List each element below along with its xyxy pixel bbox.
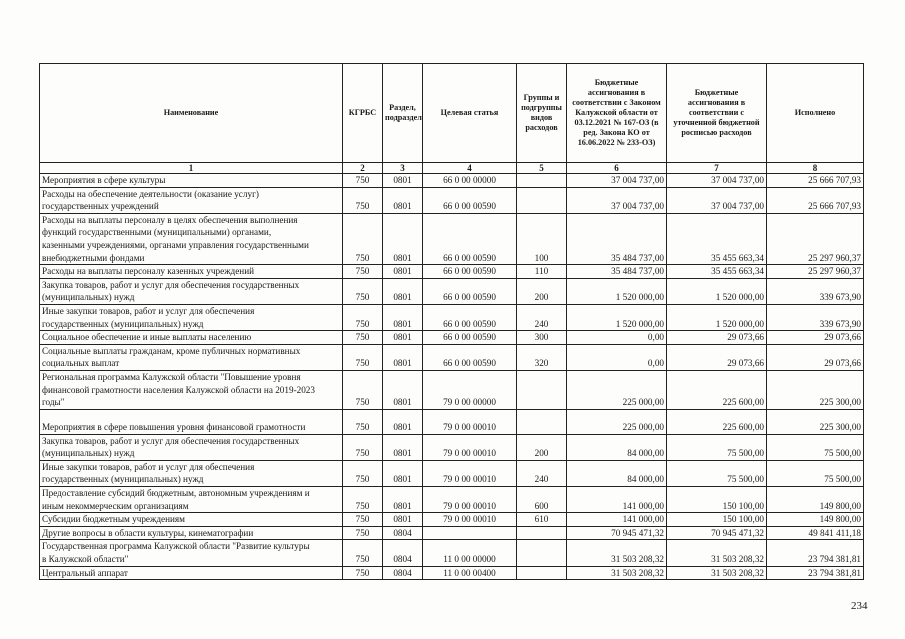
section-cell: 0804 <box>383 526 423 540</box>
row-name-cell: Региональная программа Калужской области "Повышение уровня финансовой грамотности населения Калужской области на 2019-2023 годы" <box>40 370 343 409</box>
executed-cell: 25 297 960,37 <box>767 213 864 264</box>
target-article-cell: 66 0 00 00590 <box>423 278 517 304</box>
refined-allocation-cell: 150 100,00 <box>667 513 767 527</box>
table-row <box>40 174 864 188</box>
column-number: 5 <box>517 163 567 174</box>
refined-allocation-cell: 75 500,00 <box>667 434 767 460</box>
target-article-cell: 66 0 00 00590 <box>423 187 517 213</box>
target-article-cell: 66 0 00 00590 <box>423 213 517 264</box>
expense-group-cell: 100 <box>517 213 567 264</box>
table-header <box>40 64 864 174</box>
row-name-cell: Расходы на выплаты персоналу казенных учреждений <box>40 265 343 279</box>
law-allocation-cell: 70 945 471,32 <box>567 526 667 540</box>
executed-cell: 23 794 381,81 <box>767 540 864 566</box>
kgrbs-cell: 750 <box>343 331 383 345</box>
executed-cell: 339 673,90 <box>767 304 864 330</box>
kgrbs-cell: 750 <box>343 174 383 188</box>
law-allocation-cell: 225 000,00 <box>567 409 667 434</box>
expense-group-cell: 110 <box>517 265 567 279</box>
executed-cell: 23 794 381,81 <box>767 566 864 580</box>
row-name-cell: Расходы на обеспечение деятельности (оказание услуг) государственных учреждений <box>40 187 343 213</box>
refined-allocation-cell: 225 600,00 <box>667 409 767 434</box>
column-header: Целевая статья <box>423 64 517 163</box>
kgrbs-cell: 750 <box>343 187 383 213</box>
expense-group-cell <box>517 540 567 566</box>
kgrbs-cell: 750 <box>343 566 383 580</box>
column-header: КГРБС <box>343 64 383 163</box>
kgrbs-cell: 750 <box>343 487 383 513</box>
section-cell: 0801 <box>383 409 423 434</box>
row-name-cell: Центральный аппарат <box>40 566 343 580</box>
executed-cell: 25 297 960,37 <box>767 265 864 279</box>
column-number: 3 <box>383 163 423 174</box>
table-row <box>40 460 864 486</box>
table-row <box>40 409 864 434</box>
executed-cell: 29 073,66 <box>767 331 864 345</box>
expense-group-cell <box>517 370 567 409</box>
table-row <box>40 213 864 264</box>
refined-allocation-cell: 35 455 663,34 <box>667 213 767 264</box>
executed-cell: 225 300,00 <box>767 370 864 409</box>
target-article-cell: 66 0 00 00590 <box>423 304 517 330</box>
row-name-cell: Другие вопросы в области культуры, кинематографии <box>40 526 343 540</box>
executed-cell: 149 800,00 <box>767 513 864 527</box>
kgrbs-cell: 750 <box>343 409 383 434</box>
refined-allocation-cell: 70 945 471,32 <box>667 526 767 540</box>
law-allocation-cell: 141 000,00 <box>567 513 667 527</box>
refined-allocation-cell: 75 500,00 <box>667 460 767 486</box>
table-row <box>40 540 864 566</box>
column-number: 7 <box>667 163 767 174</box>
expense-group-cell <box>517 566 567 580</box>
expense-group-cell: 610 <box>517 513 567 527</box>
kgrbs-cell: 750 <box>343 304 383 330</box>
table-row <box>40 304 864 330</box>
expense-group-cell <box>517 409 567 434</box>
executed-cell: 25 666 707,93 <box>767 187 864 213</box>
target-article-cell: 79 0 00 00010 <box>423 513 517 527</box>
row-name-cell: Иные закупки товаров, работ и услуг для обеспечения государственных (муниципальных) нужд <box>40 460 343 486</box>
kgrbs-cell: 750 <box>343 540 383 566</box>
target-article-cell: 79 0 00 00000 <box>423 370 517 409</box>
expense-group-cell: 300 <box>517 331 567 345</box>
target-article-cell: 66 0 00 00590 <box>423 331 517 345</box>
row-name-cell: Социальные выплаты гражданам, кроме публичных нормативных социальных выплат <box>40 344 343 370</box>
executed-cell: 75 500,00 <box>767 434 864 460</box>
row-name-cell: Субсидии бюджетным учреждениям <box>40 513 343 527</box>
target-article-cell: 79 0 00 00010 <box>423 434 517 460</box>
section-cell: 0801 <box>383 174 423 188</box>
table-body <box>40 174 864 580</box>
row-name-cell: Закупка товаров, работ и услуг для обеспечения государственных (муниципальных) нужд <box>40 278 343 304</box>
kgrbs-cell: 750 <box>343 344 383 370</box>
column-number-row <box>40 163 864 174</box>
kgrbs-cell: 750 <box>343 213 383 264</box>
row-name-cell: Предоставление субсидий бюджетным, автономным учреждениям и иным некоммерческим организациям <box>40 487 343 513</box>
column-header: Бюджетные ассигнования в соответствии с Законом Калужской области от 03.12.2021 № 167-ОЗ (в ред. Закона КО от 16.06.2022 № 233-ОЗ) <box>567 64 667 163</box>
target-article-cell: 66 0 00 00590 <box>423 344 517 370</box>
refined-allocation-cell: 225 600,00 <box>667 370 767 409</box>
table-row <box>40 566 864 580</box>
section-cell: 0801 <box>383 513 423 527</box>
refined-allocation-cell: 31 503 208,32 <box>667 540 767 566</box>
law-allocation-cell: 37 004 737,00 <box>567 187 667 213</box>
law-allocation-cell: 31 503 208,32 <box>567 540 667 566</box>
refined-allocation-cell: 35 455 663,34 <box>667 265 767 279</box>
kgrbs-cell: 750 <box>343 460 383 486</box>
column-number: 4 <box>423 163 517 174</box>
table-row <box>40 370 864 409</box>
refined-allocation-cell: 29 073,66 <box>667 344 767 370</box>
law-allocation-cell: 35 484 737,00 <box>567 265 667 279</box>
section-cell: 0801 <box>383 331 423 345</box>
expense-group-cell: 200 <box>517 278 567 304</box>
expense-group-cell: 600 <box>517 487 567 513</box>
table-row <box>40 526 864 540</box>
expense-group-cell: 240 <box>517 460 567 486</box>
law-allocation-cell: 225 000,00 <box>567 370 667 409</box>
column-header: Наименование <box>40 64 343 163</box>
expense-group-cell: 200 <box>517 434 567 460</box>
kgrbs-cell: 750 <box>343 434 383 460</box>
target-article-cell: 11 0 00 00000 <box>423 540 517 566</box>
executed-cell: 25 666 707,93 <box>767 174 864 188</box>
column-number: 2 <box>343 163 383 174</box>
law-allocation-cell: 0,00 <box>567 344 667 370</box>
section-cell: 0801 <box>383 344 423 370</box>
section-cell: 0801 <box>383 278 423 304</box>
row-name-cell: Расходы на выплаты персоналу в целях обеспечения выполнения функций государственными (муниципальными) органами, казенными учреждениями, органами управления государственными внебюджетными фондами <box>40 213 343 264</box>
executed-cell: 339 673,90 <box>767 278 864 304</box>
section-cell: 0801 <box>383 370 423 409</box>
target-article-cell: 66 0 00 00590 <box>423 265 517 279</box>
expense-group-cell: 240 <box>517 304 567 330</box>
row-name-cell: Государственная программа Калужской области "Развитие культуры в Калужской области" <box>40 540 343 566</box>
row-name-cell: Мероприятия в сфере повышения уровня финансовой грамотности <box>40 409 343 434</box>
row-name-cell: Закупка товаров, работ и услуг для обеспечения государственных (муниципальных) нужд <box>40 434 343 460</box>
law-allocation-cell: 35 484 737,00 <box>567 213 667 264</box>
row-name-cell: Мероприятия в сфере культуры <box>40 174 343 188</box>
table-row <box>40 331 864 345</box>
column-header: Раздел, подраздел <box>383 64 423 163</box>
kgrbs-cell: 750 <box>343 513 383 527</box>
expense-group-cell <box>517 526 567 540</box>
target-article-cell: 79 0 00 00010 <box>423 409 517 434</box>
column-header: Исполнено <box>767 64 864 163</box>
kgrbs-cell: 750 <box>343 526 383 540</box>
column-header: Группы и подгруппы видов расходов <box>517 64 567 163</box>
target-article-cell <box>423 526 517 540</box>
section-cell: 0801 <box>383 487 423 513</box>
executed-cell: 149 800,00 <box>767 487 864 513</box>
target-article-cell: 11 0 00 00400 <box>423 566 517 580</box>
section-cell: 0801 <box>383 265 423 279</box>
kgrbs-cell: 750 <box>343 265 383 279</box>
column-number: 8 <box>767 163 864 174</box>
expense-group-cell: 320 <box>517 344 567 370</box>
column-number: 6 <box>567 163 667 174</box>
table-row <box>40 513 864 527</box>
table-row <box>40 344 864 370</box>
law-allocation-cell: 141 000,00 <box>567 487 667 513</box>
refined-allocation-cell: 37 004 737,00 <box>667 187 767 213</box>
law-allocation-cell: 1 520 000,00 <box>567 278 667 304</box>
kgrbs-cell: 750 <box>343 278 383 304</box>
table-row <box>40 487 864 513</box>
section-cell: 0801 <box>383 213 423 264</box>
refined-allocation-cell: 150 100,00 <box>667 487 767 513</box>
law-allocation-cell: 31 503 208,32 <box>567 566 667 580</box>
section-cell: 0804 <box>383 566 423 580</box>
expense-group-cell <box>517 174 567 188</box>
refined-allocation-cell: 29 073,66 <box>667 331 767 345</box>
row-name-cell: Иные закупки товаров, работ и услуг для обеспечения государственных (муниципальных) нужд <box>40 304 343 330</box>
section-cell: 0804 <box>383 540 423 566</box>
executed-cell: 49 841 411,18 <box>767 526 864 540</box>
page-number: 234 <box>851 600 868 612</box>
law-allocation-cell: 37 004 737,00 <box>567 174 667 188</box>
table-row <box>40 265 864 279</box>
target-article-cell: 79 0 00 00010 <box>423 460 517 486</box>
section-cell: 0801 <box>383 187 423 213</box>
kgrbs-cell: 750 <box>343 370 383 409</box>
table-row <box>40 187 864 213</box>
law-allocation-cell: 0,00 <box>567 331 667 345</box>
table-row <box>40 434 864 460</box>
section-cell: 0801 <box>383 460 423 486</box>
section-cell: 0801 <box>383 434 423 460</box>
section-cell: 0801 <box>383 304 423 330</box>
executed-cell: 75 500,00 <box>767 460 864 486</box>
refined-allocation-cell: 37 004 737,00 <box>667 174 767 188</box>
target-article-cell: 66 0 00 00000 <box>423 174 517 188</box>
refined-allocation-cell: 1 520 000,00 <box>667 278 767 304</box>
table-row <box>40 278 864 304</box>
column-header: Бюджетные ассигнования в соответствии с уточненной бюджетной росписью расходов <box>667 64 767 163</box>
budget-table <box>39 63 864 580</box>
executed-cell: 225 300,00 <box>767 409 864 434</box>
header-row <box>40 64 864 163</box>
refined-allocation-cell: 1 520 000,00 <box>667 304 767 330</box>
row-name-cell: Социальное обеспечение и иные выплаты населению <box>40 331 343 345</box>
expense-group-cell <box>517 187 567 213</box>
column-number: 1 <box>40 163 343 174</box>
law-allocation-cell: 1 520 000,00 <box>567 304 667 330</box>
executed-cell: 29 073,66 <box>767 344 864 370</box>
law-allocation-cell: 84 000,00 <box>567 460 667 486</box>
refined-allocation-cell: 31 503 208,32 <box>667 566 767 580</box>
target-article-cell: 79 0 00 00010 <box>423 487 517 513</box>
law-allocation-cell: 84 000,00 <box>567 434 667 460</box>
